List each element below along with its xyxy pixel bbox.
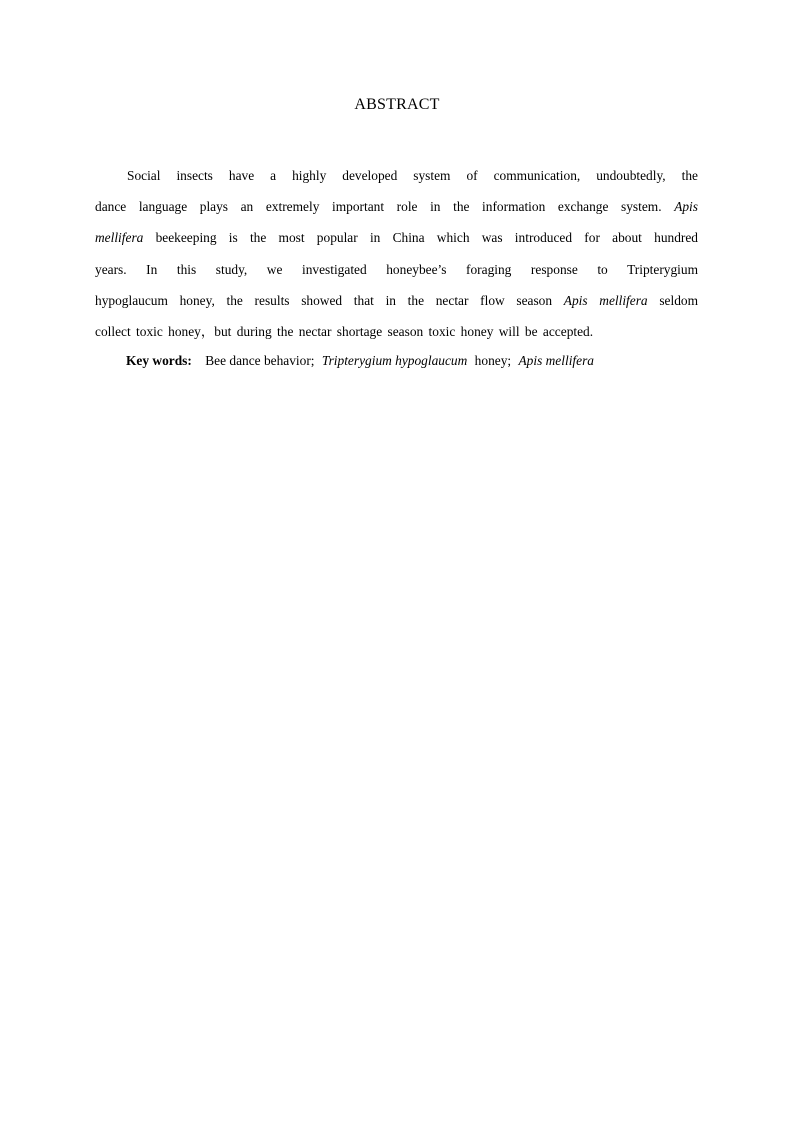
abstract-line [95, 254, 698, 285]
abstract-text: collect toxic honey，but during the nectar shortage season toxic honey will be accepted. [95, 324, 594, 340]
page-title: ABSTRACT [354, 96, 440, 113]
abstract-italic-term: Apis mellifera [563, 292, 648, 308]
abstract-text: dance language plays an extremely important role in the information exchange system. [95, 199, 675, 215]
abstract-text: Social insects have a highly developed system of communication, undoubtedly, the [127, 168, 698, 183]
keywords-label: Key words: [126, 353, 192, 368]
abstract-text: hypoglaucum honey, the results showed that in the nectar flow season [95, 292, 564, 308]
keywords-line [95, 345, 698, 376]
keyword-1: Bee dance behavior; [205, 353, 315, 368]
abstract-text: beekeeping is the most popular in China which was introduced for about hundred [143, 230, 698, 246]
keyword-3: Apis mellifera [518, 353, 594, 368]
abstract-line [95, 316, 698, 347]
abstract-line [95, 222, 698, 253]
abstract-line [95, 160, 698, 191]
abstract-italic-term: Apis [674, 199, 698, 215]
abstract-paragraph [95, 160, 698, 347]
keyword-2: Tripterygium hypoglaucum [321, 353, 468, 368]
abstract-italic-term: mellifera [95, 230, 144, 246]
keyword-2-suffix: honey; [474, 353, 512, 368]
abstract-line [95, 285, 698, 316]
abstract-text: years. In this study, we investigated honeybee’s foraging response to Tripterygium [95, 261, 698, 277]
abstract-text: seldom [647, 292, 699, 308]
abstract-line [95, 191, 698, 222]
